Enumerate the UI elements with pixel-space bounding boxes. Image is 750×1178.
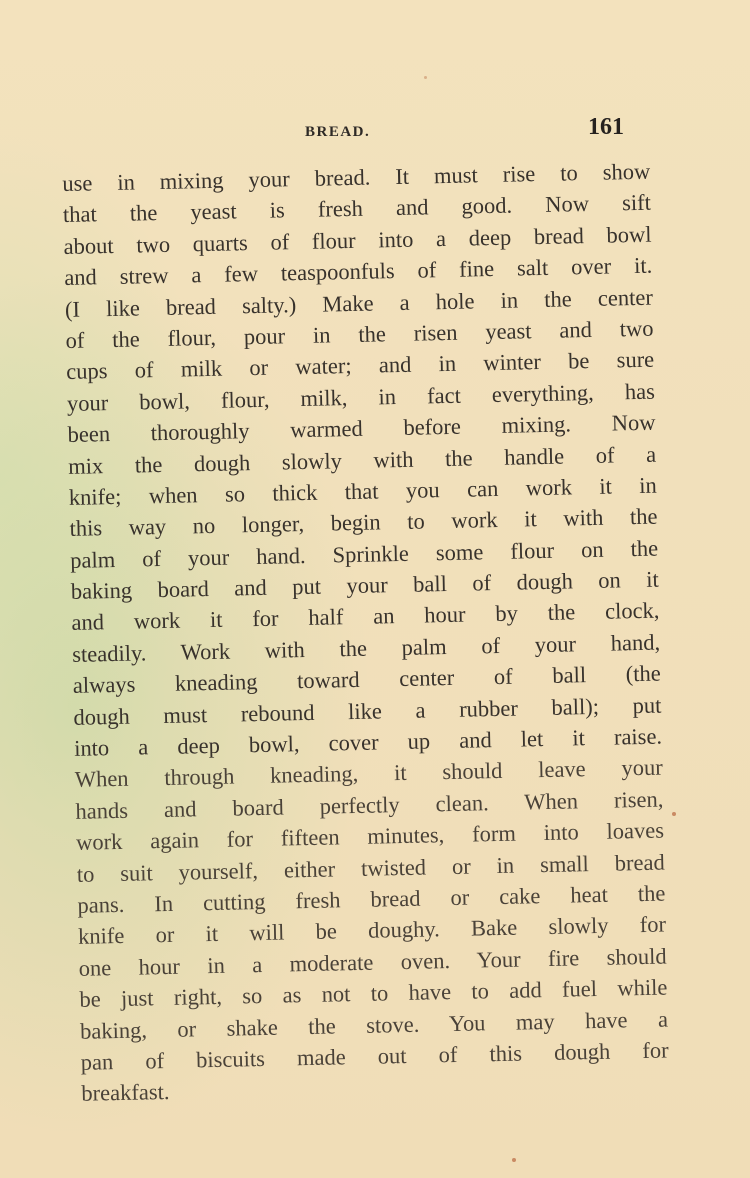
text-line: about two quarts of flour into a deep bread bowl [63,221,652,259]
text-line: mix the dough slowly with the handle of a [67,441,657,479]
page-number: 161 [588,114,624,140]
paper-speck [672,812,676,816]
text-line: work again for fifteen minutes, form into loaves [75,817,665,856]
text-line: this way no longer, begin to work it with the [69,503,658,542]
text-line: baking, or shake the stove. You may have a [79,1006,669,1044]
text-line: palm of your hand. Sprinkle some flour on the [69,535,659,573]
text-line: that the yeast is fresh and good. Now sift [62,190,652,228]
text-line: knife or it will be doughy. Bake slowly for [77,911,667,950]
text-line: baking board and put your ball of dough on it [70,566,660,604]
text-line: of the flour, pour in the risen yeast and two [65,315,654,353]
text-line: and work it for half an hour by the clock, [71,598,660,636]
paper-speck [512,1158,516,1162]
text-line: pan of biscuits made out of this dough for [80,1037,669,1075]
paper-speck [424,76,427,79]
text-line: dough must rebound like a rubber ball); put [73,692,662,730]
text-line: and strew a few teaspoonfuls of fine salt over it. [64,252,653,291]
text-line: to suit yourself, either twisted or in small bread [76,849,665,887]
text-line: breakfast. [81,1079,170,1107]
text-line: pans. In cutting fresh bread or cake heat the [77,880,666,918]
text-line: knife; when so thick that you can work it in [68,472,658,510]
text-line: into a deep bowl, cover up and let it raise. [73,723,663,761]
text-line: your bowl, flour, milk, in fact everything, has [66,378,656,416]
text-line: steadily. Work with the palm of your hand, [71,629,661,667]
body-text [62,156,670,1110]
text-line: (I like bread salty.) Make a hole in the center [64,284,654,322]
text-line: been thoroughly warmed before mixing. Now [67,409,656,448]
text-line: When through kneading, it should leave your [74,754,663,793]
text-line: always kneading toward center of ball (the [72,660,661,699]
running-head: BREAD. [305,124,371,140]
text-line: one hour in a moderate oven. Your fire should [78,943,667,981]
text-line: cups of milk or water; and in winter be sure [66,346,655,385]
text-line: be just right, so as not to have to add fuel while [79,974,668,1012]
text-line: hands and board perfectly clean. When risen, [75,786,664,824]
text-line: use in mixing your bread. It must rise to show [62,158,651,196]
